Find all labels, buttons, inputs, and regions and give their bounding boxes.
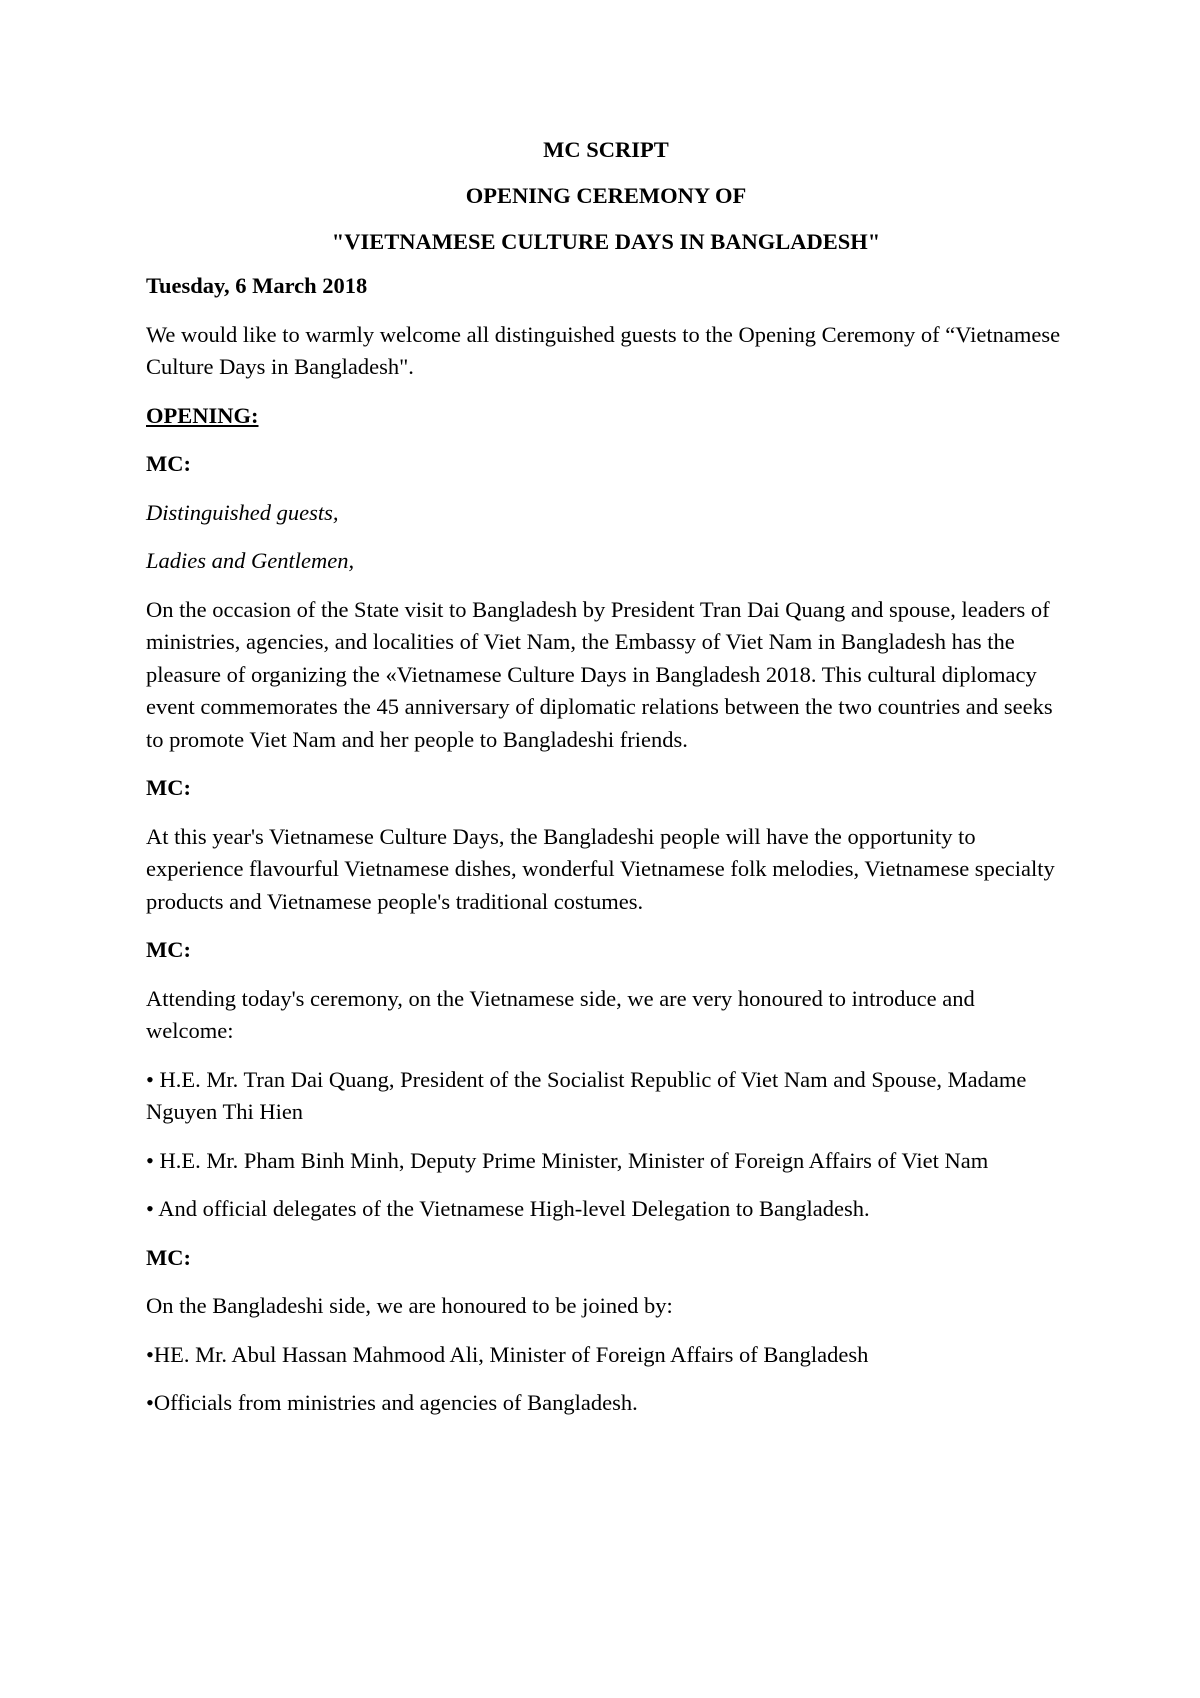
- event-name: "VIETNAMESE CULTURE DAYS IN BANGLADESH": [331, 229, 881, 254]
- mc-label: MC:: [146, 1244, 191, 1270]
- bd-guest-item: •HE. Mr. Abul Hassan Mahmood Ali, Minister of Foreign Affairs of Bangladesh: [146, 1341, 869, 1367]
- document-subtitle: OPENING CEREMONY OF: [465, 183, 747, 208]
- mc-label: MC:: [146, 451, 191, 476]
- mc-label: MC:: [146, 775, 191, 800]
- attending-paragraph: Attending today's ceremony, on the Vietnamese side, we are very honoured to introduce and welcome:: [146, 985, 975, 1043]
- opening-heading: OPENING:: [146, 402, 259, 428]
- vn-guest-item: • And official delegates of the Vietnamese High-level Delegation to Bangladesh.: [146, 1196, 870, 1221]
- document-title: MC SCRIPT: [543, 137, 669, 162]
- culture-days-paragraph: At this year's Vietnamese Culture Days, the Bangladeshi people will have the opportunity to experience flavourful Vietnamese dishes, wonderful Vietnamese folk melodies, Vietnamese specialty products and Vietnamese people's traditional costumes.: [146, 823, 1055, 914]
- vn-guest-item: • H.E. Mr. Pham Binh Minh, Deputy Prime Minister, Minister of Foreign Affairs of Viet Nam: [146, 1147, 989, 1173]
- occasion-paragraph: On the occasion of the State visit to Bangladesh by President Tran Dai Quang and spouse, leaders of ministries, agencies, and localities of Viet Nam, the Embassy of Viet Nam in Bangladesh has the pleasure of organizing the «Vietnamese Culture Days in Bangladesh 2018. This cultural diplomacy event commemorates the 45 anniversary of diplomatic relations between the two countries and seeks to promote Viet Nam and her people to Bangladeshi friends.: [146, 596, 1053, 752]
- document-body: [146, 137, 1066, 1436]
- greeting-ladies-gentlemen: Ladies and Gentlemen,: [146, 548, 355, 573]
- bangladeshi-side-paragraph: On the Bangladeshi side, we are honoured to be joined by:: [146, 1293, 673, 1318]
- greeting-distinguished-guests: Distinguished guests,: [146, 499, 339, 525]
- vn-guest-item: • H.E. Mr. Tran Dai Quang, President of the Socialist Republic of Viet Nam and Spouse, Madame Nguyen Thi Hien: [146, 1066, 1027, 1124]
- mc-label: MC:: [146, 937, 191, 962]
- bd-guest-item: •Officials from ministries and agencies of Bangladesh.: [146, 1390, 638, 1415]
- welcome-paragraph: We would like to warmly welcome all distinguished guests to the Opening Ceremony of “Vietnamese Culture Days in Bangladesh".: [146, 321, 1061, 379]
- event-date: Tuesday, 6 March 2018: [146, 273, 368, 298]
